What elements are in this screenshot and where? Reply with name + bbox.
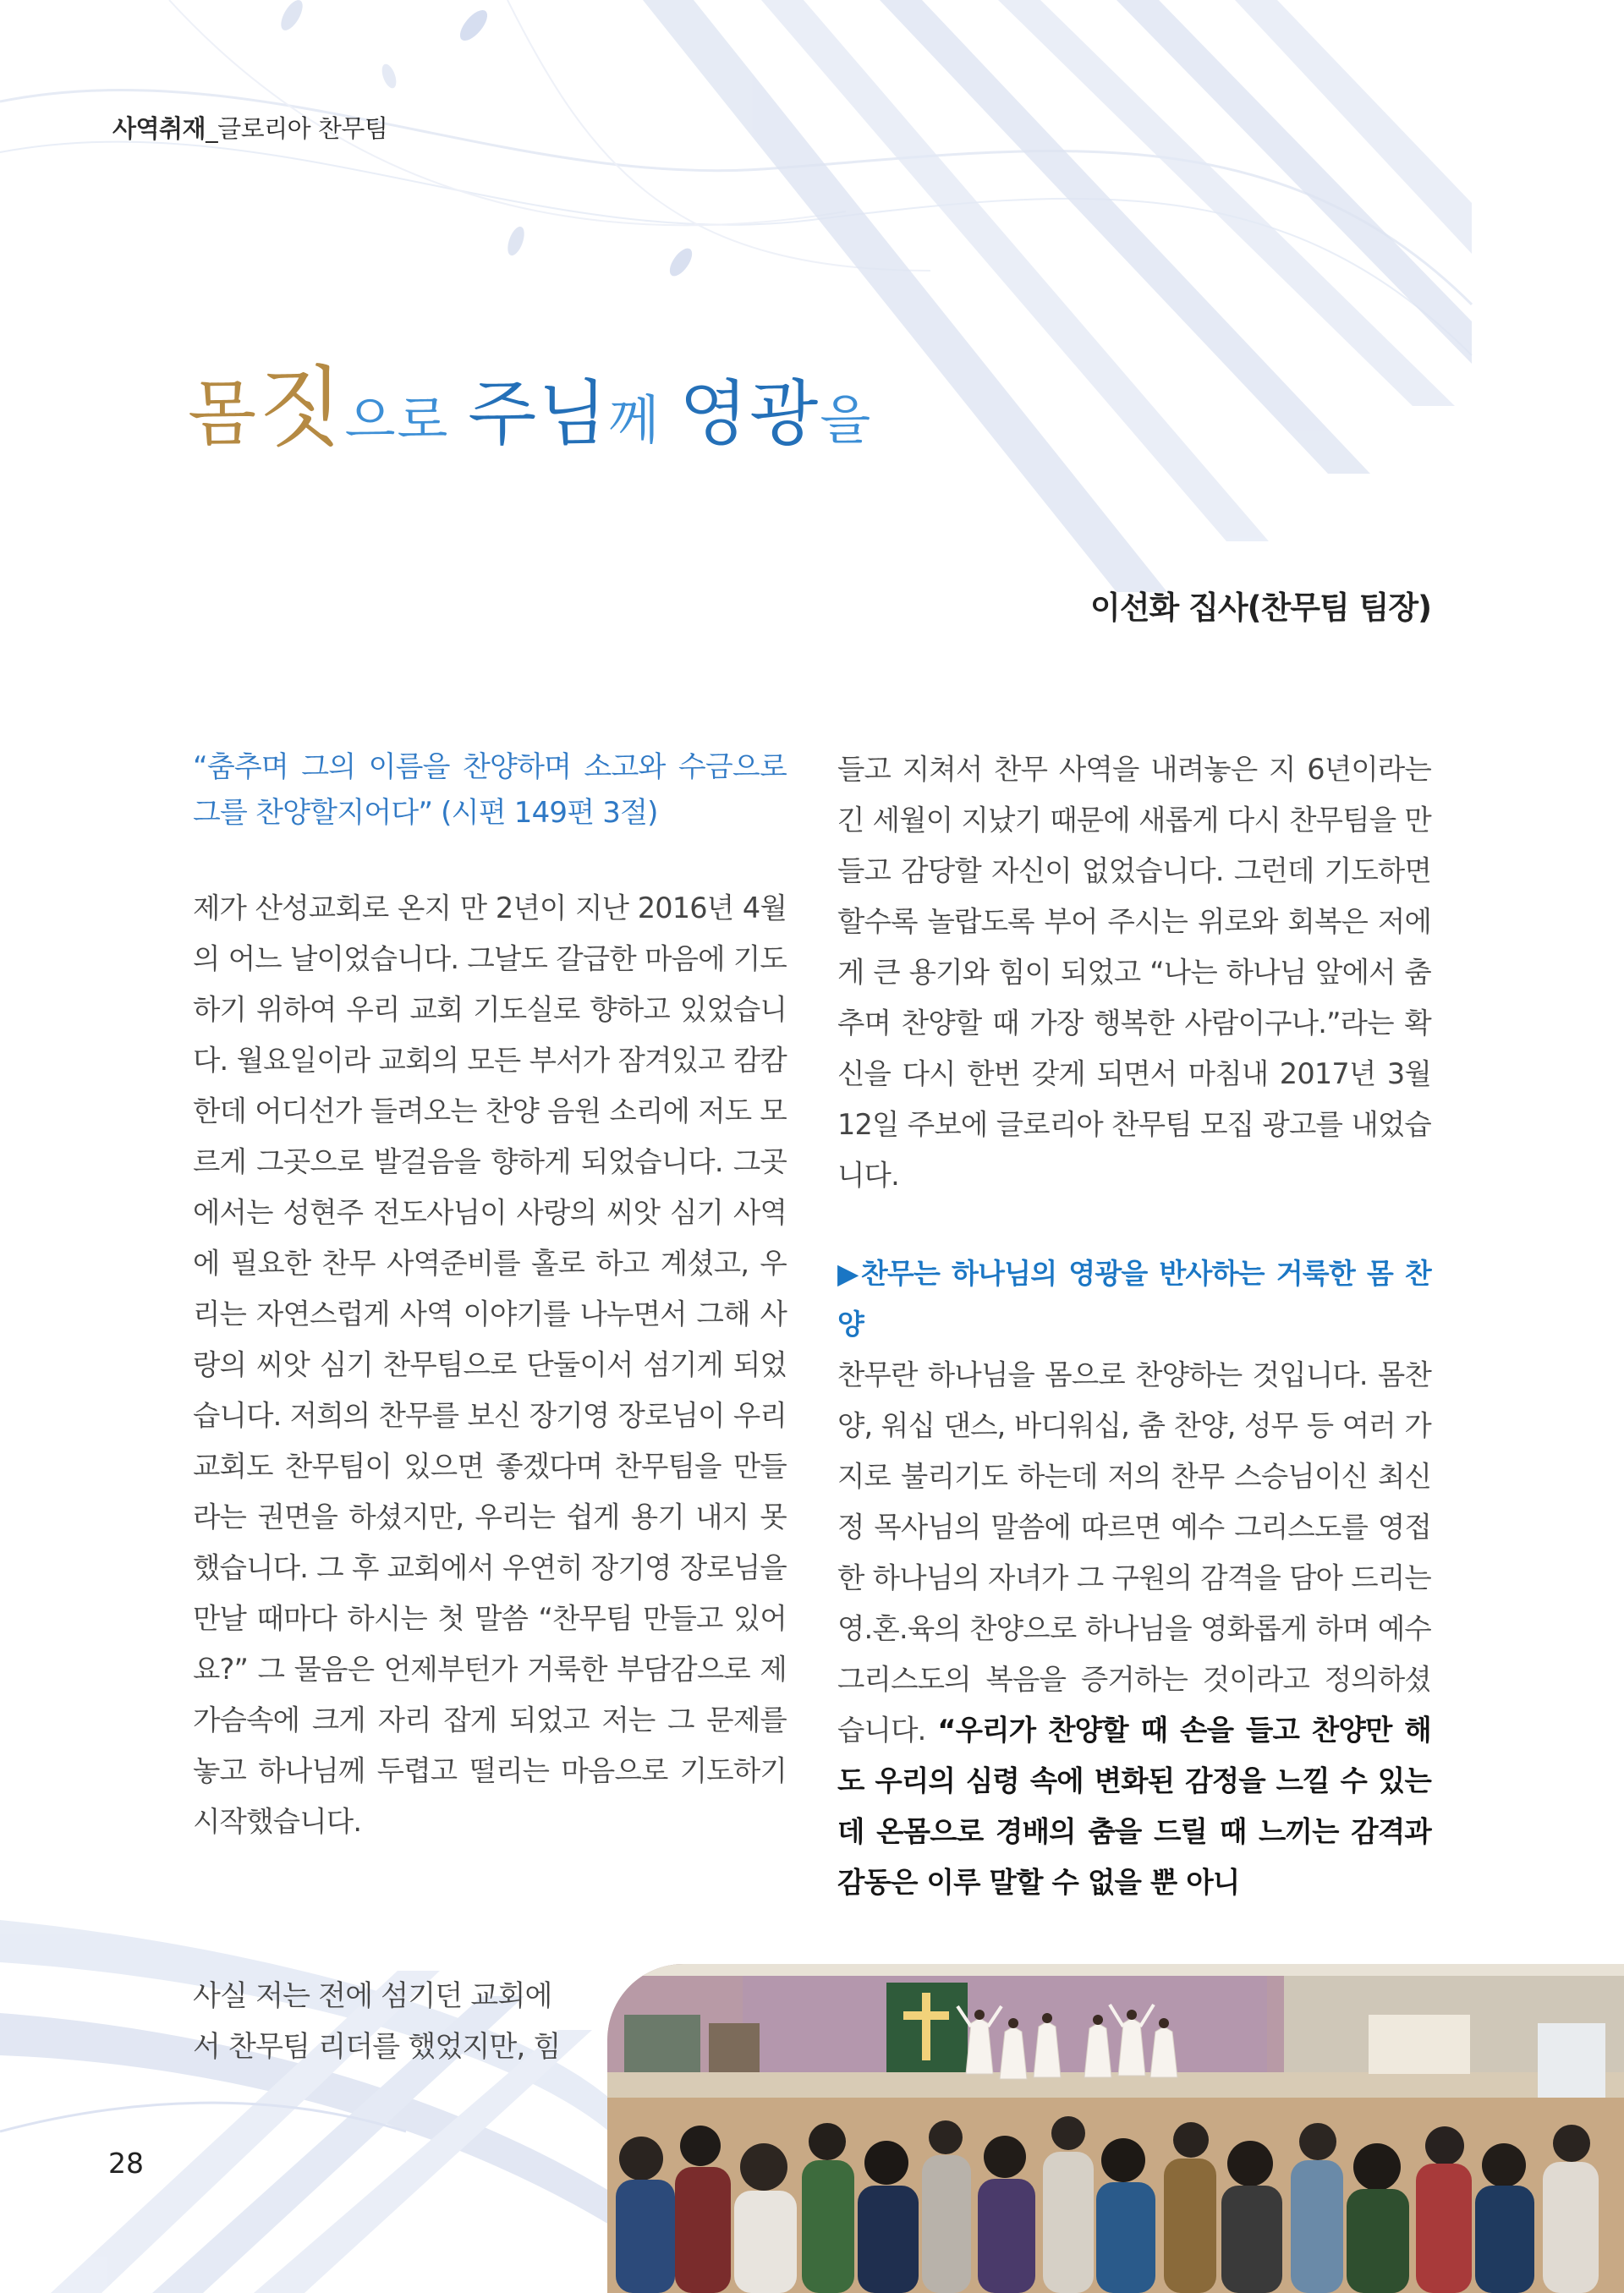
right-column	[837, 744, 1431, 1908]
scripture-quote: “춤추며 그의 이름을 찬양하며 소고와 수금으로 그를 찬양할지어다” (시편 149편 3절)	[193, 750, 787, 830]
bottom-line-1: 사실 저는 전에 섬기던 교회에	[193, 1979, 552, 2013]
section-label	[112, 110, 387, 145]
page-number: 28	[108, 2147, 144, 2180]
section-label-bold: 사역취재	[112, 114, 206, 143]
title-part-5: 께	[608, 389, 680, 451]
title-part-2: 짓	[258, 356, 345, 459]
worship-dance-photo	[607, 1964, 1624, 2293]
title-part-3: 으로	[344, 389, 469, 451]
title-part-1: 몸	[188, 372, 259, 455]
section-subheading: ▶찬무는 하나님의 영광을 반사하는 거룩한 몸 찬양	[837, 1257, 1431, 1341]
article-title	[188, 355, 872, 461]
body-text: 찬무란 하나님을 몸으로 찬양하는 것입니다. 몸찬양, 워십 댄스, 바디워십, 춤 찬양, 성무 등 여러 가지로 불리기도 하는데 저의 찬무 스승님이신 최신정 목사님의 말씀에 따르면 예수 그리스도를 영접한 하나님의 자녀가 그 구원의 감격을 담아 드리는 영.혼.육의 찬양으로 하나님을 영화롭게 하며 예수그리스도의 복음을 증거하는 것이라고 정의하셨습니다.	[837, 1358, 1431, 1747]
author-byline: 이선화 집사(찬무팀 팀장)	[1089, 590, 1431, 626]
title-part-7: 을	[820, 389, 873, 451]
body-paragraph	[837, 1350, 1431, 1908]
emphasized-quote: “우리가 찬양할 때 손을 들고 찬양만 해도 우리의 심령 속에 변화된 감정을 느낄 수 있는데 온몸으로 경배의 춤을 드릴 때 느끼는 감격과 감동은 이루 말할 수 없을 뿐 아니	[837, 1714, 1431, 1899]
bottom-line-2: 서 찬무팀 리더를 했었지만, 힘	[193, 2030, 561, 2064]
bottom-left-text	[193, 1971, 633, 2072]
body-paragraph: 들고 지쳐서 찬무 사역을 내려놓은 지 6년이라는 긴 세월이 지났기 때문에 새롭게 다시 찬무팀을 만들고 감당할 자신이 없었습니다. 그런데 기도하면 할수록 놀랍도록 부어 주시는 위로와 회복은 저에게 큰 용기와 힘이 되었고 “나는 하나님 앞에서 춤추며 찬양할 때 가장 행복한 사람이구나.”라는 확신을 다시 한번 갖게 되면서 마침내 2017년 3월 12일 주보에 글로리아 찬무팀 모집 광고를 내었습니다.	[837, 753, 1431, 1192]
left-column	[193, 744, 787, 1847]
body-paragraph: 제가 산성교회로 온지 만 2년이 지난 2016년 4월의 어느 날이었습니다. 그날도 갈급한 마음에 기도하기 위하여 우리 교회 기도실로 향하고 있었습니다. 월요일이라 교회의 모든 부서가 잠겨있고 캄캄한데 어디선가 들려오는 찬양 음원 소리에 저도 모르게 그곳으로 발걸음을 향하게 되었습니다. 그곳에서는 성현주 전도사님이 사랑의 씨앗 심기 사역에 필요한 찬무 사역준비를 홀로 하고 계셨고, 우리는 자연스럽게 사역 이야기를 나누면서 그해 사랑의 씨앗 심기 찬무팀으로 단둘이서 섬기게 되었습니다. 저희의 찬무를 보신 장기영 장로님이 우리 교회도 찬무팀이 있으면 좋겠다며 찬무팀을 만들라는 권면을 하셨지만, 우리는 쉽게 용기 내지 못했습니다. 그 후 교회에서 우연히 장기영 장로님을 만날 때마다 하시는 첫 말씀 “찬무팀 만들고 있어요?” 그 물음은 언제부턴가 거룩한 부담감으로 제 가슴속에 크게 자리 잡게 되었고 저는 그 문제를 놓고 하나님께 두렵고 떨리는 마음으로 기도하기 시작했습니다.	[193, 891, 787, 1838]
title-part-6: 영광	[679, 372, 820, 455]
title-part-4: 주님	[468, 372, 609, 455]
section-label-rest: _글로리아 찬무팀	[206, 114, 388, 143]
